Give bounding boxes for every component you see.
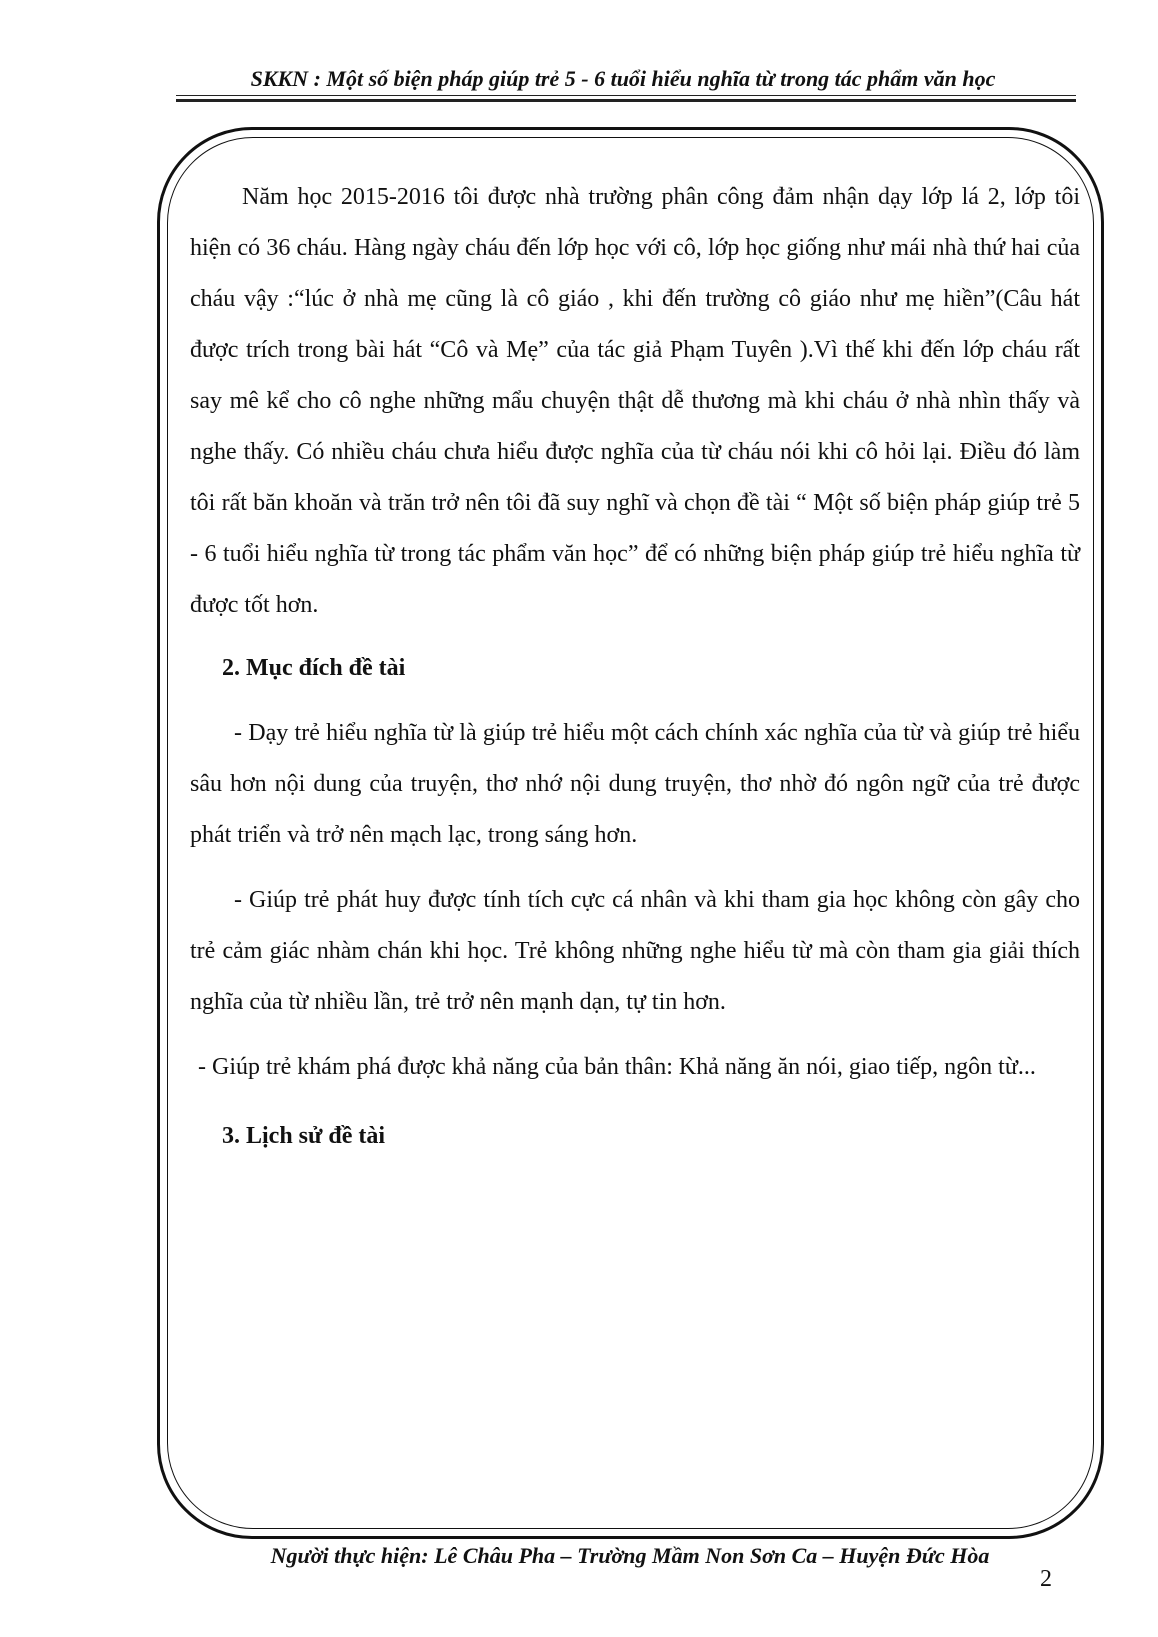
document-header-title: SKKN : Một số biện pháp giúp trẻ 5 - 6 tuổi hiểu nghĩa từ trong tác phẩm văn học — [250, 66, 996, 91]
purpose-item-3: - Giúp trẻ khám phá được khả năng của bản thân: Khả năng ăn nói, giao tiếp, ngôn từ... — [198, 1054, 1036, 1080]
section-heading-purpose: 2. Mục đích đề tài — [222, 655, 406, 681]
section-heading-history: 3. Lịch sử đề tài — [222, 1123, 386, 1149]
intro-paragraph: Năm học 2015-2016 tôi được nhà trường phân công đảm nhận dạy lớp lá 2, lớp tôi hiện có 36 cháu. Hàng ngày cháu đến lớp học với cô, lớp học giống như mái nhà thứ hai của cháu vậy :“lúc ở nhà mẹ cũng là cô giáo , khi đến trường cô giáo như mẹ hiền”(Câu hát được trích trong bài hát “Cô và Mẹ” của tác giả Phạm Tuyên ).Vì thế khi đến lớp cháu rất say mê kể cho cô nghe những mẩu chuyện thật dễ thương mà khi cháu ở nhà nhìn thấy và nghe thấy. Có nhiều cháu chưa hiểu được nghĩa của từ cháu nói khi cô hỏi lại. Điều đó làm tôi rất băn khoăn và trăn trở nên tôi đã suy nghĩ và chọn đề tài “ Một số biện pháp giúp trẻ 5 - 6 tuổi hiểu nghĩa từ trong tác phẩm văn học” để có những biện pháp giúp trẻ hiểu nghĩa từ được tốt hơn. — [190, 184, 1080, 618]
purpose-item-2: - Giúp trẻ phát huy được tính tích cực cá nhân và khi tham gia học không còn gây cho trẻ cảm giác nhàm chán khi học. Trẻ không những nghe hiểu từ mà còn tham gia giải thích nghĩa của từ nhiều lần, trẻ trở nên mạnh dạn, tự tin hơn. — [190, 887, 1080, 1015]
footer-author-line: Người thực hiện: Lê Châu Pha – Trường Mầm Non Sơn Ca – Huyện Đức Hòa — [270, 1543, 990, 1568]
header-divider-thick — [176, 99, 1076, 102]
purpose-item-1: - Dạy trẻ hiểu nghĩa từ là giúp trẻ hiểu một cách chính xác nghĩa của từ và giúp trẻ hiểu sâu hơn nội dung của truyện, thơ nhớ nội dung truyện, thơ nhờ đó ngôn ngữ của trẻ được phát triển và trở nên mạch lạc, trong sáng hơn. — [190, 720, 1080, 848]
document-body — [190, 172, 1080, 1162]
header-divider-thin — [176, 95, 1076, 96]
page-number: 2 — [1040, 1566, 1052, 1592]
